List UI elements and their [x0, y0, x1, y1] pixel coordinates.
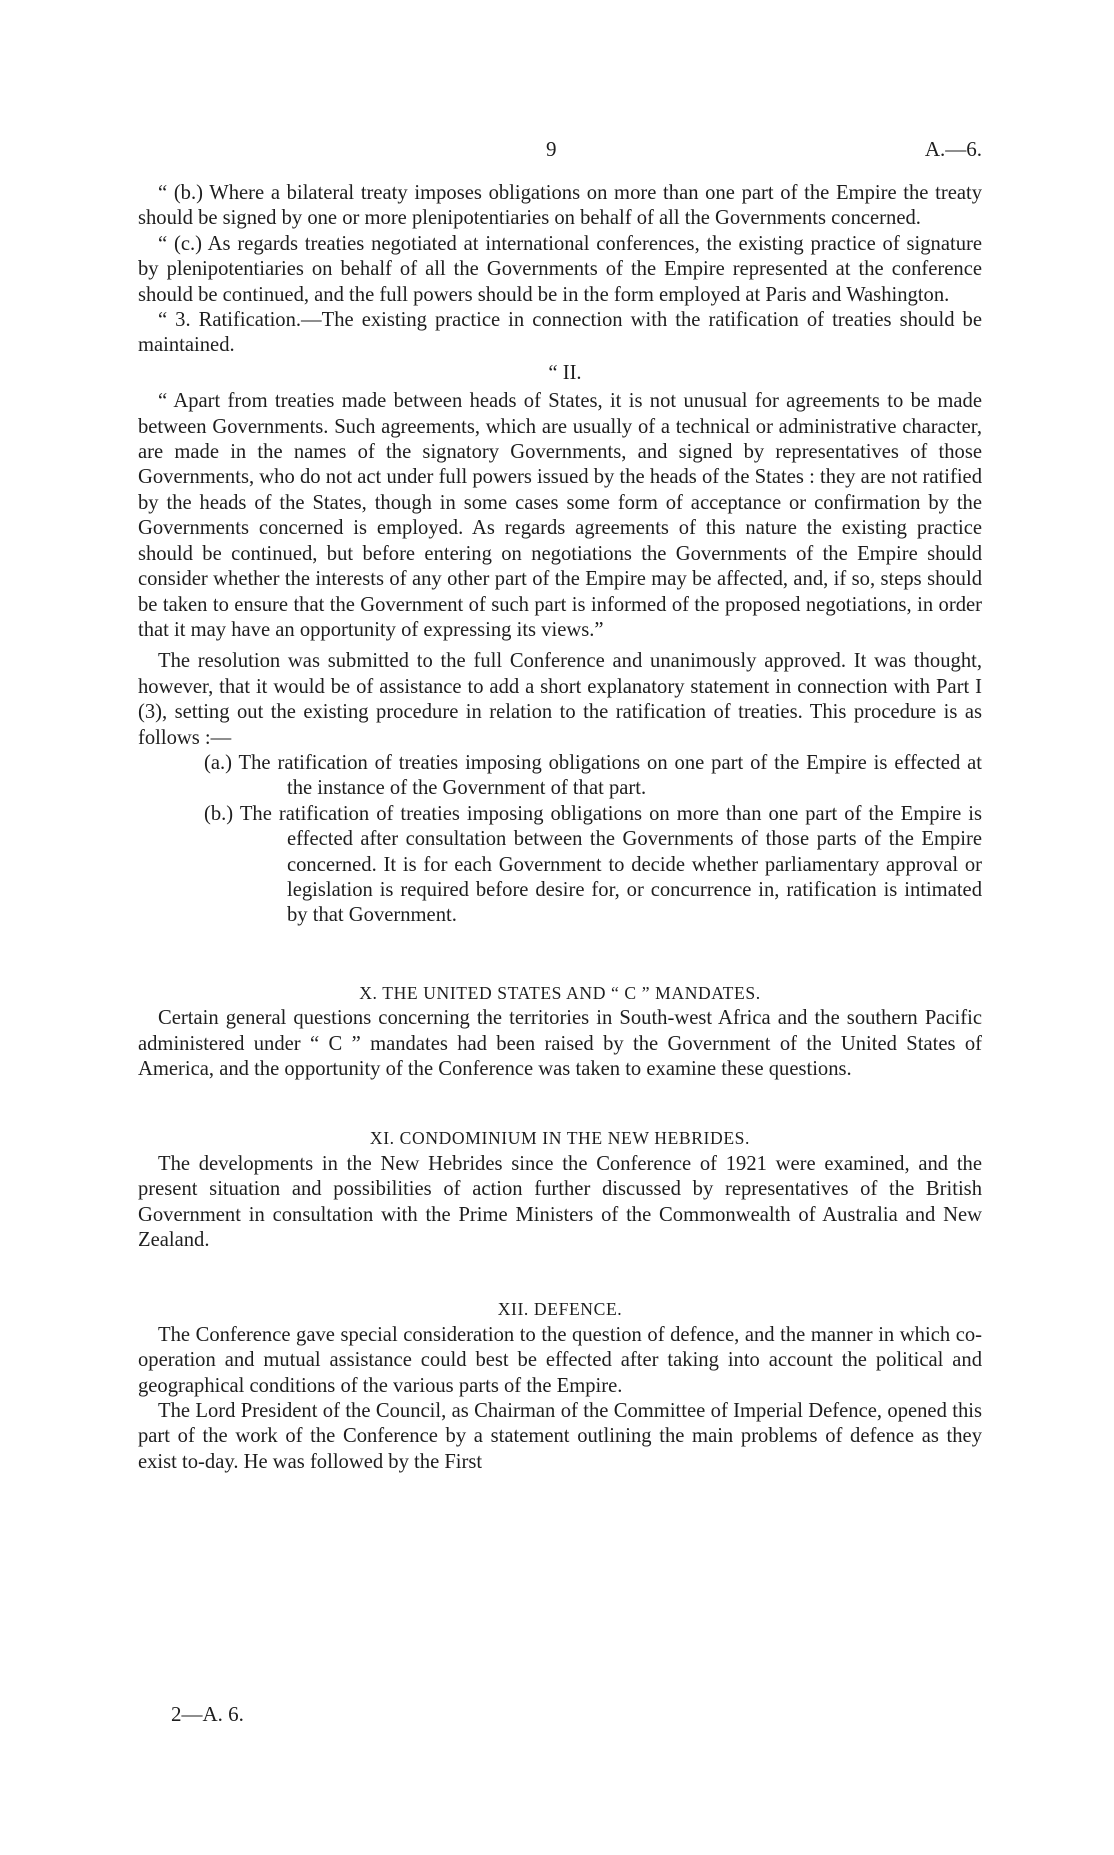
- procedure-item: [204, 751, 982, 802]
- procedure-item-text: The ratification of treaties imposing obligations on one part of the Empire is effected at the instance of the Government of that part.: [238, 751, 982, 800]
- document-reference: A.—6.: [924, 137, 982, 161]
- procedure-list: [204, 751, 982, 929]
- procedure-item-text: The ratification of treaties imposing obligations on more than one part of the Empire is effected after consultation between the Governments of those parts of the Empire concerned. It is for each Government to decide whether parliamentary approval or legislation is required before desire for, or concurrence in, ratification is intimated by that Government.: [239, 802, 983, 927]
- page-number: 9: [546, 137, 557, 161]
- section-xi-heading: XI. CONDOMINIUM IN THE NEW HEBRIDES.: [369, 1128, 751, 1149]
- part-two-heading: “ II.: [548, 361, 582, 384]
- ratification-paragraph: “ 3. Ratification.—The existing practice in connection with the ratification of treaties should be maintained.: [138, 309, 982, 357]
- page-body: [138, 181, 982, 1475]
- clause-b-paragraph: “ (b.) Where a bilateral treaty imposes obligations on more than one part of the Empire the treaty should be signed by one or more plenipotentiaries on behalf of all the Governments concerned.: [138, 182, 982, 230]
- spacer: [138, 929, 982, 981]
- procedure-item-label: (a.): [204, 751, 233, 774]
- clause-c-paragraph: “ (c.) As regards treaties negotiated at international conferences, the existing practice of signature by plenipotentiaries on behalf of all the Governments of the Empire represented at the conference should be continued, and the full powers should be in the form employed at Paris and Washington.: [138, 232, 982, 306]
- section-x-heading: X. THE UNITED STATES AND “ C ” MANDATES.: [359, 982, 761, 1003]
- spacer: [138, 1082, 982, 1126]
- resolution-paragraph: The resolution was submitted to the full Conference and unanimously approved. It was thought, however, that it would be of assistance to add a short explanatory statement in connection with Part I (3), setting out the existing procedure in relation to the ratification of treaties. This procedure is as follows :—: [138, 650, 982, 749]
- section-xi-paragraph: The developments in the New Hebrides since the Conference of 1921 were examined, and the present situation and possibilities of action further discussed by representatives of the British Government in consultation with the Prime Ministers of the Commonwealth of Australia and New Zealand.: [138, 1152, 982, 1252]
- section-x-paragraph: Certain general questions concerning the territories in South-west Africa and the southern Pacific administered under “ C ” mandates had been raised by the Government of the United States of America, and the opportunity of the Conference was taken to examine these questions.: [138, 1007, 982, 1080]
- procedure-item: [204, 802, 982, 929]
- printer-signature: 2—A. 6.: [171, 1702, 244, 1726]
- procedure-item-label: (b.): [204, 802, 234, 825]
- section-xii-paragraph-2: The Lord President of the Council, as Chairman of the Committee of Imperial Defence, opened this part of the work of the Conference by a statement outlining the main problems of defence as they exist to-day. He was followed by the First: [138, 1400, 982, 1473]
- section-xii-heading: XII. DEFENCE.: [497, 1299, 623, 1320]
- part-two-paragraph: “ Apart from treaties made between heads of States, it is not unusual for agreements to be made between Governments. Such agreements, which are usually of a technical or administrative character, are made in the names of the signatory Governments, and signed by representatives of those Governments, who do not act under full powers issued by the heads of the States : they are not ratified by the heads of the States, though in some cases some form of acceptance or confirmation by the Governments concerned is employed. As regards agreements of this nature the existing practice should be continued, but before entering on negotiations the Governments of the Empire should consider whether the interests of any other part of the Empire may be affected, and, if so, steps should be taken to ensure that the Government of such part is informed of the proposed negotiations, in order that it may have an opportunity of expressing its views.”: [138, 390, 982, 641]
- spacer: [138, 1253, 982, 1297]
- page-header: [0, 137, 1114, 167]
- section-xii-paragraph-1: The Conference gave special consideration to the question of defence, and the manner in which co-operation and mutual assistance could best be effected after taking into account the political and geographical conditions of the various parts of the Empire.: [138, 1323, 982, 1397]
